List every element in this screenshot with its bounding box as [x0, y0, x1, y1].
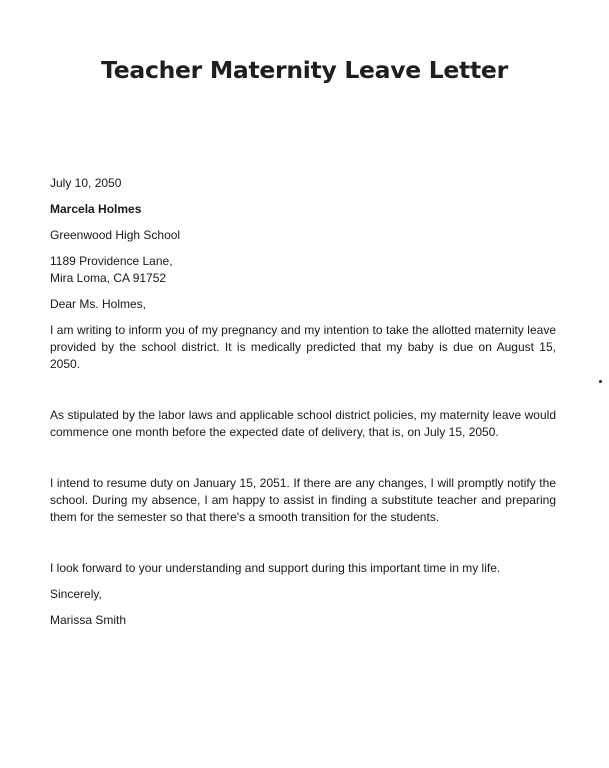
closing: Sincerely, [50, 587, 102, 601]
recipient-school: Greenwood High School [50, 228, 181, 242]
body-paragraph-1: I am writing to inform you of my pregnancy and my intention to take the allotted maternity leave provided by the school district. It is medically predicted that my baby is due on August 15, 2050. [50, 323, 556, 371]
body-paragraph-2: As stipulated by the labor laws and applicable school district policies, my maternity leave would commence one month before the expected date of delivery, that is, on July 15, 2050. [50, 408, 556, 439]
body-paragraph-4: I look forward to your understanding and support during this important time in my life. [50, 561, 501, 575]
recipient-name: Marcela Holmes [50, 202, 142, 216]
body-paragraph-3: I intend to resume duty on January 15, 2051. If there are any changes, I will promptly notify the school. During my absence, I am happy to assist in finding a substitute teacher and preparing them for the semester so that there's a smooth transition for the students. [50, 476, 556, 524]
recipient-address [50, 253, 556, 287]
salutation: Dear Ms. Holmes, [50, 297, 147, 311]
letter-body [50, 175, 556, 629]
sender-name: Marissa Smith [50, 613, 127, 627]
letter-date: July 10, 2050 [50, 176, 122, 190]
page-title: Teacher Maternity Leave Letter [101, 56, 508, 84]
address-line-1: 1189 Providence Lane, [50, 254, 173, 268]
address-line-2: Mira Loma, CA 91752 [50, 271, 167, 285]
margin-dot [599, 380, 602, 383]
